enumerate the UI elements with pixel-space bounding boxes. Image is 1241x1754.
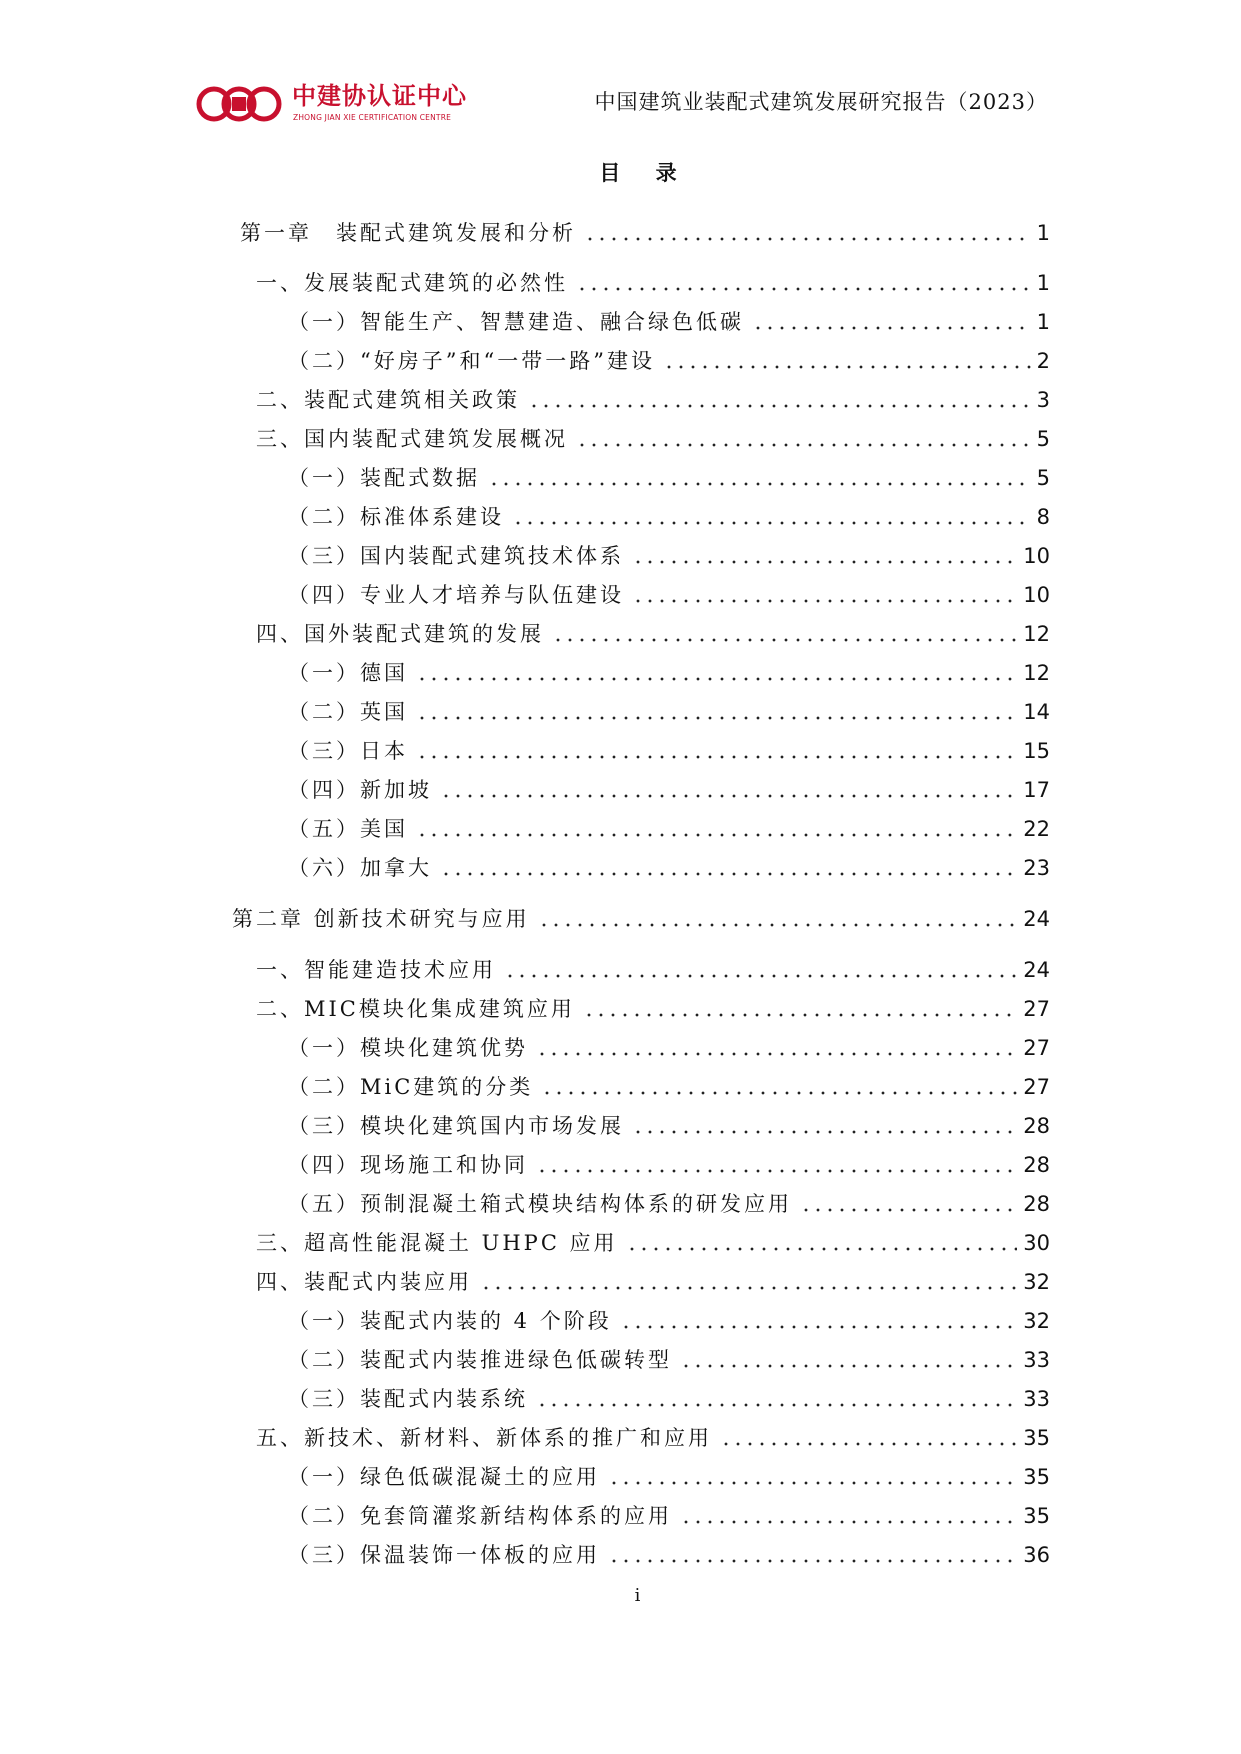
toc-entry-page: 28 [1023,1114,1050,1138]
toc-entry[interactable] [288,773,1050,805]
toc-entry[interactable] [288,461,1050,493]
toc-entry[interactable] [288,1538,1050,1570]
toc-entry-label: （二）装配式内装推进绿色低碳转型 [288,1348,672,1372]
toc-entry-label: 二、MIC模块化集成建筑应用 [256,997,575,1021]
toc-leader-dots [632,1130,1017,1134]
toc-leader-dots [626,1247,1018,1251]
logo-chinese-name: 中建协认证中心 [292,82,467,110]
toc-entry-page: 24 [1023,958,1050,982]
toc-entry[interactable] [288,734,1050,766]
toc-leader-dots [632,560,1017,564]
logo-english-name: ZHONG JIAN XIE CERTIFICATION CENTRE [293,113,452,122]
toc-leader-dots [488,482,1031,486]
toc-entry[interactable] [288,305,1050,337]
toc-entry[interactable] [288,344,1050,376]
toc-entry-label: （一）智能生产、智慧建造、融合绿色低碳 [288,310,744,334]
toc-entry[interactable] [256,617,1050,649]
toc-entry[interactable] [256,1226,1050,1258]
toc-leader-dots [416,677,1017,681]
toc-entry[interactable] [288,656,1050,688]
toc-entry-label: （二）标准体系建设 [288,505,504,529]
toc-leader-dots [504,974,1017,978]
toc-entry[interactable] [288,695,1050,727]
toc-entry-label: （一）装配式内装的 4 个阶段 [288,1309,612,1333]
toc-entry-label: （五）预制混凝土箱式模块结构体系的研发应用 [288,1192,792,1216]
toc-leader-dots [576,443,1031,447]
toc-entry[interactable] [256,266,1050,298]
toc-entry-page: 15 [1023,739,1050,763]
toc-leader-dots [416,716,1017,720]
toc-leader-dots [720,1442,1017,1446]
toc-leader-dots [528,404,1031,408]
toc-entry-page: 27 [1023,1075,1050,1099]
toc-entry[interactable] [288,1070,1050,1102]
toc-entry-page: 35 [1023,1426,1050,1450]
toc-leader-dots [416,833,1017,837]
toc-entry[interactable] [288,1148,1050,1180]
toc-leader-dots [680,1364,1017,1368]
toc-entry-label: 第二章 创新技术研究与应用 [232,907,530,931]
toc-entry-label: （二）MiC建筑的分类 [288,1075,534,1099]
toc-entry-page: 30 [1023,1231,1050,1255]
toc-leader-dots [800,1208,1017,1212]
toc-heading: 目 录 [599,161,691,185]
toc-leader-dots [608,1481,1017,1485]
toc-entry[interactable] [288,1343,1050,1375]
toc-entry-label: （一）德国 [288,661,408,685]
toc-entry-label: 四、国外装配式建筑的发展 [256,622,544,646]
toc-leader-dots [416,755,1017,759]
toc-leader-dots [536,1169,1017,1173]
toc-entry-page: 10 [1023,583,1050,607]
toc-entry-page: 28 [1023,1153,1050,1177]
toc-leader-dots [584,237,1031,241]
toc-entry[interactable] [288,812,1050,844]
toc-entry-label: （四）新加坡 [288,778,432,802]
toc-entry-page: 33 [1023,1387,1050,1411]
toc-entry-label: 四、装配式内装应用 [256,1270,472,1294]
toc-leader-dots [552,638,1017,642]
toc-entry-label: （六）加拿大 [288,856,432,880]
toc-entry[interactable] [256,383,1050,415]
toc-entry-label: 一、发展装配式建筑的必然性 [256,271,568,295]
report-title: 中国建筑业装配式建筑发展研究报告（2023） [594,90,1048,114]
toc-entry-page: 27 [1023,1036,1050,1060]
toc-entry[interactable] [232,902,1050,934]
toc-entry-label: （四）专业人才培养与队伍建设 [288,583,624,607]
toc-entry[interactable] [240,216,1050,248]
toc-leader-dots [752,326,1031,330]
toc-leader-dots [608,1559,1017,1563]
toc-leader-dots [576,287,1031,291]
toc-entry[interactable] [256,953,1050,985]
toc-entry-page: 23 [1023,856,1050,880]
toc-leader-dots [536,1052,1017,1056]
toc-entry-page: 3 [1036,388,1050,412]
toc-entry[interactable] [288,500,1050,532]
toc-entry-page: 27 [1023,997,1050,1021]
toc-entry-page: 32 [1023,1270,1050,1294]
toc-entry-page: 17 [1023,778,1050,802]
toc-entry[interactable] [288,1460,1050,1492]
toc-leader-dots [620,1325,1018,1329]
toc-leader-dots [583,1013,1017,1017]
toc-entry-label: （三）模块化建筑国内市场发展 [288,1114,624,1138]
toc-entry[interactable] [288,1304,1050,1336]
toc-entry-label: （一）模块化建筑优势 [288,1036,528,1060]
toc-entry[interactable] [288,578,1050,610]
toc-leader-dots [680,1520,1017,1524]
toc-entry-label: （五）美国 [288,817,408,841]
toc-leader-dots [632,599,1017,603]
toc-entry-label: （三）保温装饰一体板的应用 [288,1543,600,1567]
toc-entry-page: 12 [1023,661,1050,685]
page-number: i [634,1585,641,1606]
toc-entry-label: （二）“好房子”和“一带一路”建设 [288,349,655,373]
toc-entry-page: 24 [1023,907,1050,931]
toc-entry-label: （四）现场施工和协同 [288,1153,528,1177]
toc-entry-label: 二、装配式建筑相关政策 [256,388,520,412]
toc-leader-dots [480,1286,1017,1290]
toc-entry-page: 14 [1023,700,1050,724]
toc-entry-label: 三、国内装配式建筑发展概况 [256,427,568,451]
toc-entry-page: 32 [1023,1309,1050,1333]
toc-entry[interactable] [288,1382,1050,1414]
toc-entry[interactable] [256,1421,1050,1453]
toc-entry-page: 10 [1023,544,1050,568]
toc-entry[interactable] [256,1265,1050,1297]
toc-entry-page: 33 [1023,1348,1050,1372]
toc-entry-label: （三）装配式内装系统 [288,1387,528,1411]
toc-entry-page: 1 [1036,271,1050,295]
toc-leader-dots [536,1403,1017,1407]
toc-entry-page: 35 [1023,1504,1050,1528]
toc-entry-page: 1 [1036,310,1050,334]
toc-leader-dots [663,365,1031,369]
toc-leader-dots [440,872,1017,876]
toc-entry[interactable] [256,422,1050,454]
toc-entry[interactable] [288,1499,1050,1531]
toc-entry[interactable] [288,1109,1050,1141]
toc-entry-page: 5 [1036,466,1050,490]
toc-entry-page: 5 [1036,427,1050,451]
toc-entry[interactable] [288,1031,1050,1063]
toc-entry[interactable] [256,992,1050,1024]
toc-entry-label: （二）免套筒灌浆新结构体系的应用 [288,1504,672,1528]
toc-leader-dots [541,1091,1017,1095]
toc-entry[interactable] [288,1187,1050,1219]
toc-entry-label: 一、智能建造技术应用 [256,958,496,982]
toc-entry-page: 28 [1023,1192,1050,1216]
toc-leader-dots [512,521,1031,525]
toc-entry-label: 三、超高性能混凝土 UHPC 应用 [256,1231,618,1255]
toc-entry-label: （一）装配式数据 [288,466,480,490]
toc-entry-label: （二）英国 [288,700,408,724]
toc-entry[interactable] [288,851,1050,883]
toc-leader-dots [538,923,1018,927]
toc-entry-label: （三）国内装配式建筑技术体系 [288,544,624,568]
toc-entry-label: （三）日本 [288,739,408,763]
toc-entry-label: 第一章 装配式建筑发展和分析 [240,221,576,245]
toc-entry-label: （一）绿色低碳混凝土的应用 [288,1465,600,1489]
toc-entry-page: 8 [1036,505,1050,529]
toc-entry[interactable] [288,539,1050,571]
toc-entry-page: 1 [1036,221,1050,245]
toc-entry-page: 12 [1023,622,1050,646]
toc-leader-dots [440,794,1017,798]
toc-entry-page: 2 [1036,349,1050,373]
toc-entry-page: 35 [1023,1465,1050,1489]
toc-entry-page: 22 [1023,817,1050,841]
toc-entry-label: 五、新技术、新材料、新体系的推广和应用 [256,1426,712,1450]
toc-entry-page: 36 [1023,1543,1050,1567]
